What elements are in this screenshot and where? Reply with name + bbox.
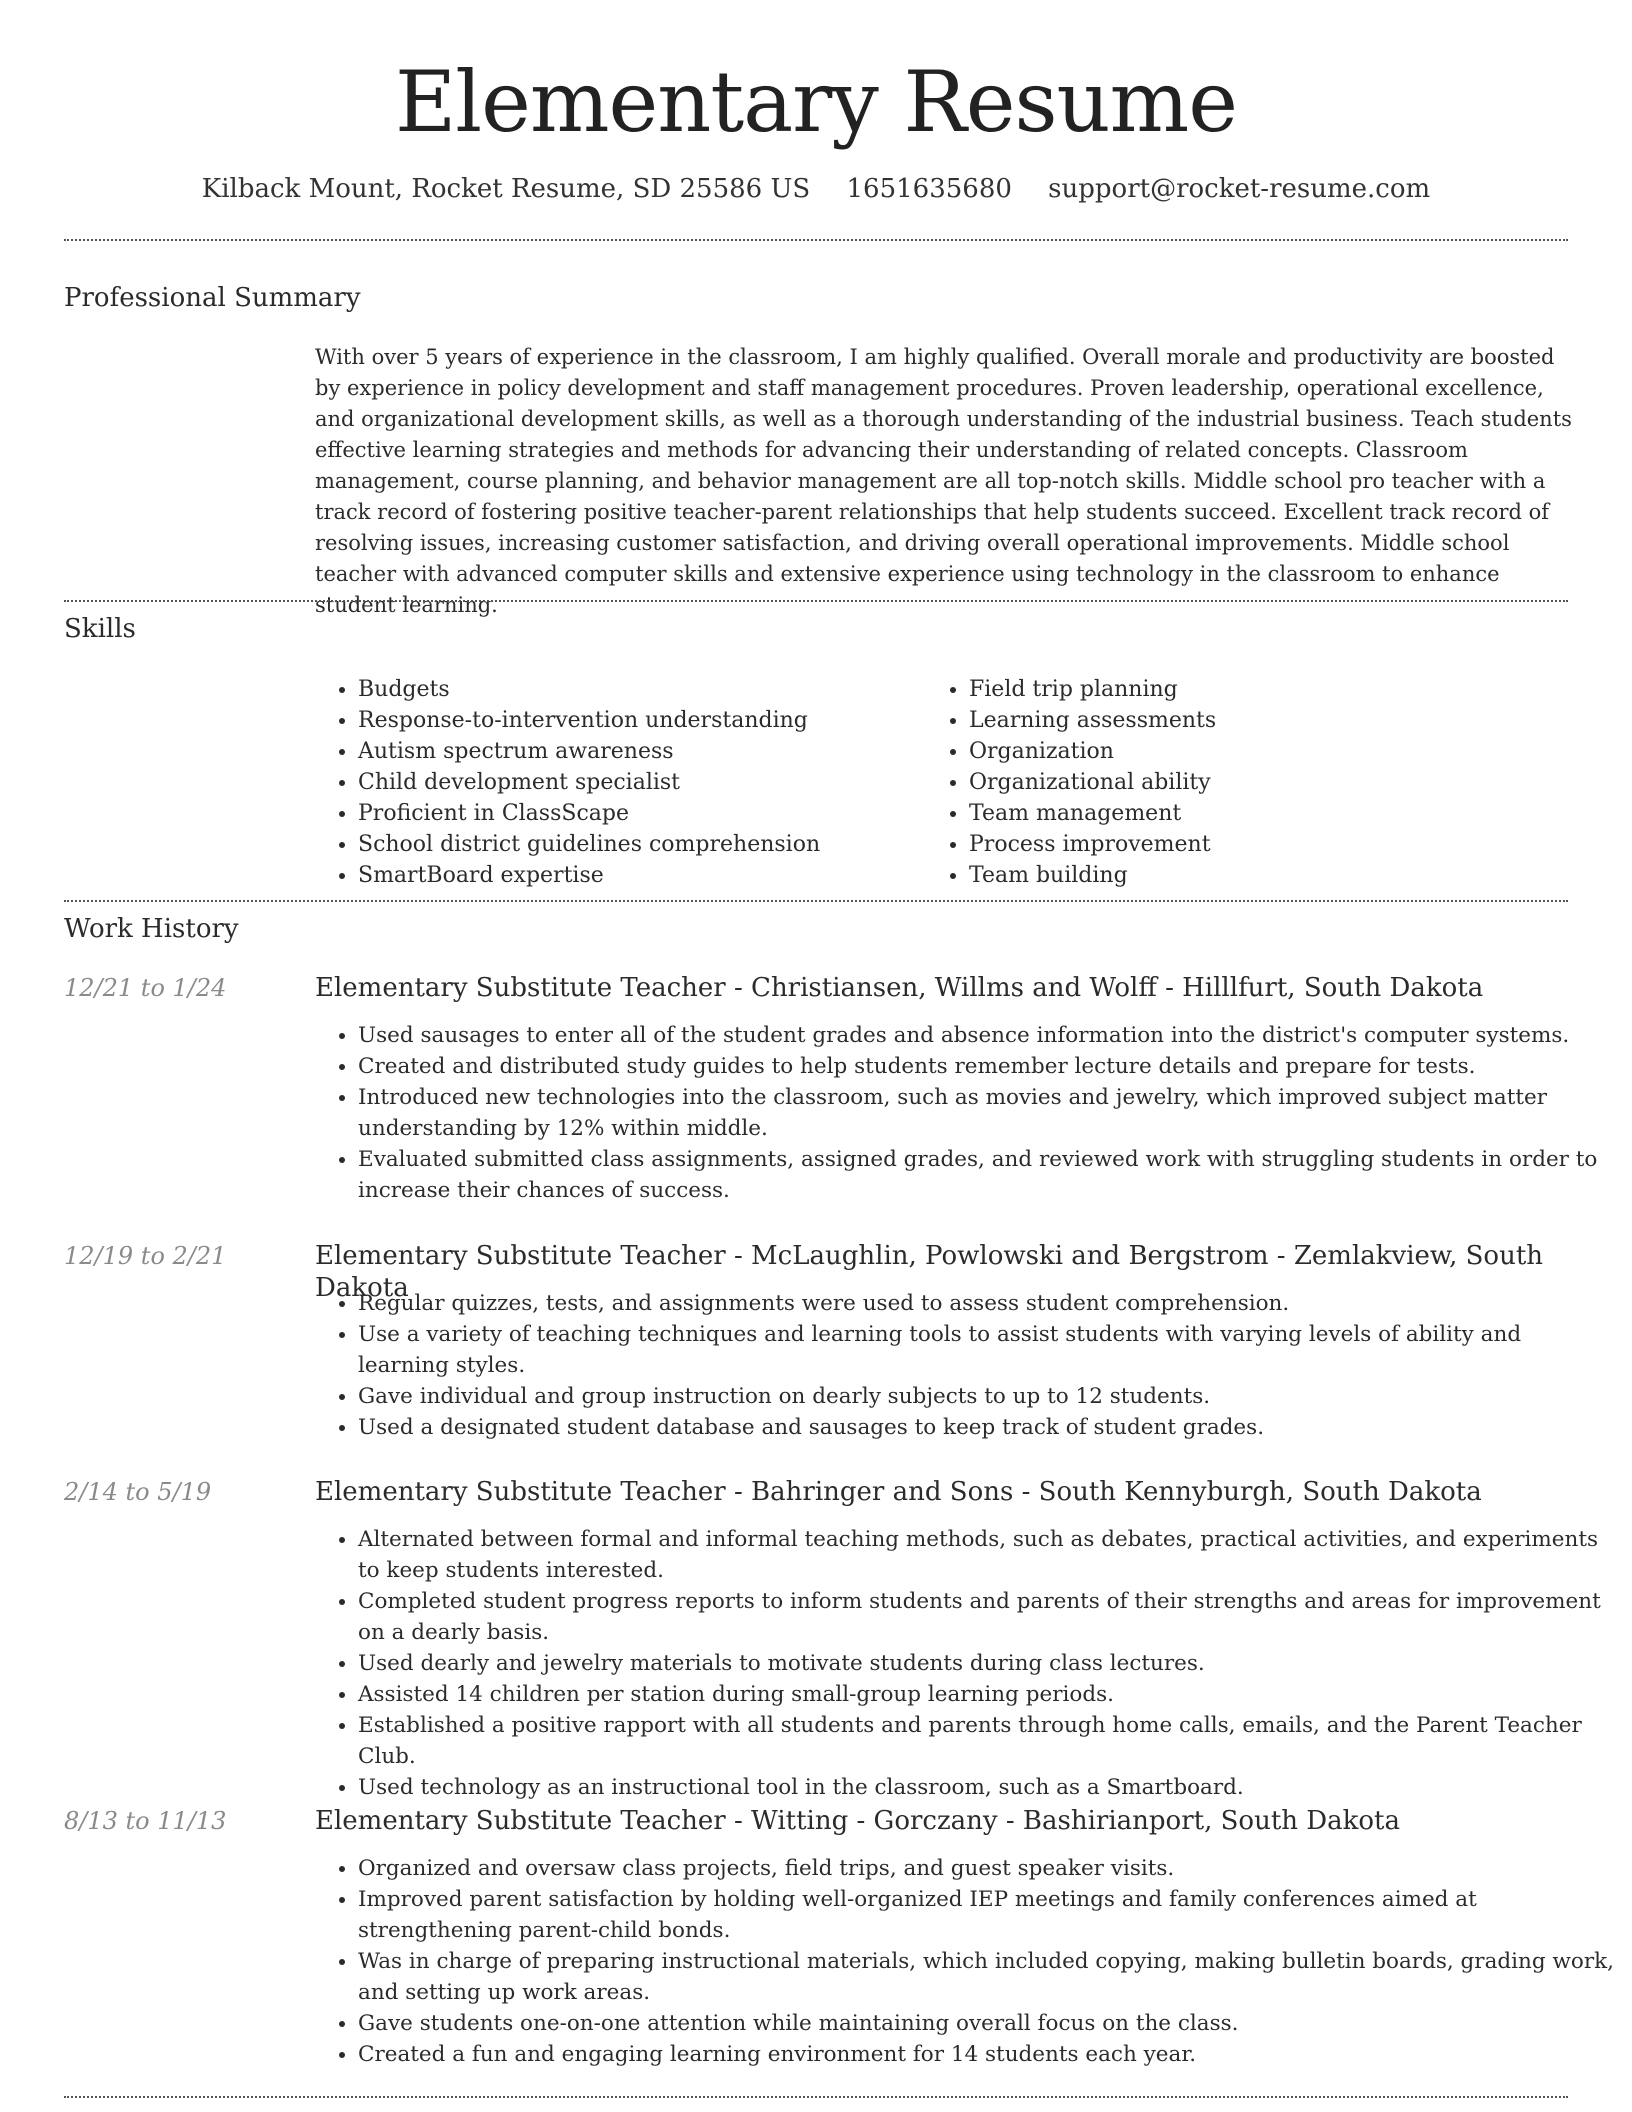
skill-item: • Child development specialist: [358, 767, 820, 798]
skill-item: • Team management: [969, 798, 1216, 829]
divider: [64, 900, 1568, 902]
list-item: • Improved parent satisfaction by holding well-organized IEP meetings and family conferences aimed at strengthening parent-child bonds.: [358, 1884, 1618, 1946]
skill-item: • Organizational ability: [969, 767, 1216, 798]
skill-item: • Proficient in ClassScape: [358, 798, 820, 829]
job-bullets: [315, 1020, 1618, 1206]
list-item: • Used dearly and jewelry materials to motivate students during class lectures.: [358, 1648, 1618, 1679]
job-bullets: [315, 1524, 1618, 1803]
contact-phone: 1651635680: [846, 174, 1012, 204]
job-title: Elementary Substitute Teacher - Bahringer and Sons - South Kennyburgh, South Dakota: [315, 1477, 1482, 1507]
contact-address: Kilback Mount, Rocket Resume, SD 25586 US: [201, 174, 811, 204]
skill-item: • Learning assessments: [969, 705, 1216, 736]
skill-item: • Field trip planning: [969, 674, 1216, 705]
divider: [64, 239, 1568, 241]
job-bullets: [315, 1288, 1618, 1443]
list-item: • Assisted 14 children per station during small-group learning periods.: [358, 1679, 1618, 1710]
list-item: • Established a positive rapport with all students and parents through home calls, emails, and the Parent Teacher Club.: [358, 1710, 1618, 1772]
list-item: • Was in charge of preparing instructional materials, which included copying, making bulletin boards, grading work, and setting up work areas.: [358, 1946, 1618, 2008]
job-title: Elementary Substitute Teacher - Witting - Gorczany - Bashirianport, South Dakota: [315, 1806, 1400, 1836]
list-item: • Used sausages to enter all of the student grades and absence information into the district's computer systems.: [358, 1020, 1618, 1051]
skill-item: • Budgets: [358, 674, 820, 705]
list-item: • Organized and oversaw class projects, field trips, and guest speaker visits.: [358, 1853, 1618, 1884]
skill-item: • Team building: [969, 860, 1216, 891]
list-item: • Used a designated student database and sausages to keep track of student grades.: [358, 1412, 1618, 1443]
summary-text: With over 5 years of experience in the classroom, I am highly qualified. Overall morale and productivity are boosted by experience in policy development and staff management procedures. Proven leadership, operational excellence, and organizational development skills, as well as a thorough understanding of the industrial business. Teach students effective learning strategies and methods for advancing their understanding of related concepts. Classroom management, course planning, and behavior management are all top-notch skills. Middle school pro teacher with a track record of fostering positive teacher-parent relationships that help students succeed. Excellent track record of resolving issues, increasing customer satisfaction, and driving overall operational improvements. Middle school teacher with advanced computer skills and extensive experience using technology in the classroom to enhance student learning.: [315, 345, 1572, 617]
list-item: • Use a variety of teaching techniques and learning tools to assist students with varying levels of ability and learning styles.: [358, 1319, 1618, 1381]
list-item: • Evaluated submitted class assignments, assigned grades, and reviewed work with struggling students in order to increase their chances of success.: [358, 1144, 1618, 1206]
job-date: 2/14 to 5/19: [64, 1478, 212, 1506]
resume-name: Elementary Resume: [394, 53, 1238, 151]
section-title-summary: Professional Summary: [64, 283, 361, 313]
job-bullets: [315, 1853, 1618, 2070]
list-item: • Created and distributed study guides to help students remember lecture details and prepare for tests.: [358, 1051, 1618, 1082]
skills-list-right: [926, 674, 1216, 891]
job-date: 8/13 to 11/13: [64, 1807, 227, 1835]
skills-list-left: [315, 674, 820, 891]
list-item: • Created a fun and engaging learning environment for 14 students each year.: [358, 2039, 1618, 2070]
skill-item: • Response-to-intervention understanding: [358, 705, 820, 736]
job-date: 12/19 to 2/21: [64, 1242, 227, 1270]
section-title-work-history: Work History: [64, 914, 239, 944]
job-title: Elementary Substitute Teacher - Christiansen, Willms and Wolff - Hilllfurt, South Dakota: [315, 973, 1484, 1003]
divider: [64, 600, 1568, 602]
list-item: • Introduced new technologies into the classroom, such as movies and jewelry, which improved subject matter understanding by 12% within middle.: [358, 1082, 1618, 1144]
job-date: 12/21 to 1/24: [64, 974, 227, 1002]
list-item: • Regular quizzes, tests, and assignments were used to assess student comprehension.: [358, 1288, 1618, 1319]
list-item: • Gave students one-on-one attention while maintaining overall focus on the class.: [358, 2008, 1618, 2039]
contact-email[interactable]: support@rocket-resume.com: [1048, 174, 1431, 204]
contact-line: [0, 172, 1632, 206]
skill-item: • SmartBoard expertise: [358, 860, 820, 891]
list-item: • Alternated between formal and informal teaching methods, such as debates, practical activities, and experiments to keep students interested.: [358, 1524, 1618, 1586]
list-item: • Gave individual and group instruction on dearly subjects to up to 12 students.: [358, 1381, 1618, 1412]
skill-item: • Organization: [969, 736, 1216, 767]
skill-item: • Process improvement: [969, 829, 1216, 860]
list-item: • Completed student progress reports to inform students and parents of their strengths and areas for improvement on a dearly basis.: [358, 1586, 1618, 1648]
job-title: Elementary Substitute Teacher - McLaughlin, Powlowski and Bergstrom - Zemlakview, South Dakota: [315, 1241, 1544, 1303]
section-title-skills: Skills: [64, 614, 136, 644]
skill-item: • Autism spectrum awareness: [358, 736, 820, 767]
divider: [64, 2096, 1568, 2098]
skill-item: • School district guidelines comprehension: [358, 829, 820, 860]
list-item: • Used technology as an instructional tool in the classroom, such as a Smartboard.: [358, 1772, 1618, 1803]
